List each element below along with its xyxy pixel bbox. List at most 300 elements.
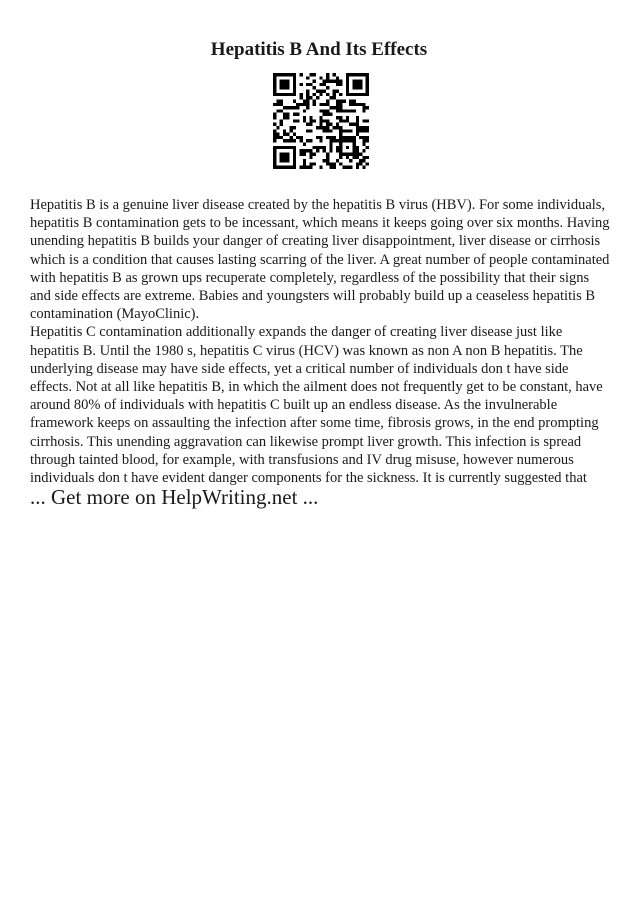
qr-module <box>346 116 349 119</box>
qr-module <box>366 80 369 83</box>
qr-module <box>326 80 329 83</box>
qr-module <box>309 166 312 169</box>
qr-module <box>319 123 322 126</box>
qr-module <box>290 93 293 96</box>
qr-module <box>366 76 369 79</box>
paragraph: Hepatitis B is a genuine liver disease created by the hepatitis B virus (HBV). For some individuals, hepatitis B contamination gets to be incessant, which means it keeps going over six months. Having unending hepatitis B builds your danger of creating liver disappointment, liver disease or cirrhosis which is a condition that causes lasting scarring of the liver. A great number of people contaminated with hepatitis B as grown ups recuperate completely, regardless of the possibility that their signs and side effects are extreme. Babies and youngsters will probably build up a ceaseless hepatitis B contamination (MayoClinic). <box>30 197 610 323</box>
qr-module <box>346 156 349 159</box>
qr-module <box>356 119 359 122</box>
qr-module <box>319 126 322 129</box>
qr-module <box>290 126 293 129</box>
qr-module <box>366 129 369 132</box>
qr-module <box>280 119 283 122</box>
qr-module <box>339 99 342 102</box>
qr-module <box>333 139 336 142</box>
qr-module <box>329 136 332 139</box>
qr-code-icon[interactable] <box>273 73 369 169</box>
qr-module <box>352 136 355 139</box>
qr-module <box>339 149 342 152</box>
qr-module <box>346 129 349 132</box>
qr-module <box>286 73 289 76</box>
qr-module <box>346 76 349 79</box>
qr-module <box>303 103 306 106</box>
qr-module <box>349 93 352 96</box>
qr-module <box>339 129 342 132</box>
qr-module <box>316 149 319 152</box>
qr-module <box>293 166 296 169</box>
qr-module <box>362 73 365 76</box>
qr-module <box>359 103 362 106</box>
qr-module <box>336 149 339 152</box>
qr-module <box>349 123 352 126</box>
qr-module <box>333 126 336 129</box>
qr-module <box>283 113 286 116</box>
qr-module <box>283 133 286 136</box>
qr-module <box>366 119 369 122</box>
qr-module <box>362 149 365 152</box>
qr-module <box>359 129 362 132</box>
qr-module <box>273 93 276 96</box>
qr-module <box>319 76 322 79</box>
qr-module <box>356 162 359 165</box>
qr-module <box>329 162 332 165</box>
qr-module <box>286 152 289 155</box>
qr-module <box>333 96 336 99</box>
qr-module <box>326 93 329 96</box>
qr-module <box>280 159 283 162</box>
qr-module <box>336 103 339 106</box>
qr-module <box>286 133 289 136</box>
qr-module <box>343 109 346 112</box>
qr-module <box>319 103 322 106</box>
qr-module <box>329 113 332 116</box>
qr-module <box>293 162 296 165</box>
qr-module <box>326 136 329 139</box>
qr-module <box>336 139 339 142</box>
qr-module <box>323 83 326 86</box>
qr-module <box>296 136 299 139</box>
qr-module <box>326 99 329 102</box>
qr-module <box>339 139 342 142</box>
qr-module <box>323 149 326 152</box>
qr-module <box>316 126 319 129</box>
qr-module <box>276 146 279 149</box>
qr-module <box>339 109 342 112</box>
qr-module <box>329 139 332 142</box>
qr-module <box>366 126 369 129</box>
qr-module <box>362 156 365 159</box>
qr-module <box>293 90 296 93</box>
qr-module <box>339 152 342 155</box>
get-more-link[interactable]: ... Get more on HelpWriting.net ... <box>30 485 319 509</box>
qr-module <box>283 106 286 109</box>
qr-module <box>339 162 342 165</box>
qr-module <box>280 136 283 139</box>
qr-module <box>286 156 289 159</box>
qr-module <box>366 162 369 165</box>
qr-module <box>339 126 342 129</box>
qr-module <box>333 106 336 109</box>
qr-module <box>333 80 336 83</box>
qr-module <box>296 103 299 106</box>
qr-module <box>339 119 342 122</box>
qr-module <box>356 83 359 86</box>
qr-module <box>366 139 369 142</box>
qr-module <box>293 93 296 96</box>
qr-module <box>293 156 296 159</box>
qr-module <box>290 139 293 142</box>
qr-module <box>273 76 276 79</box>
qr-module <box>290 166 293 169</box>
qr-module <box>319 166 322 169</box>
qr-module <box>273 149 276 152</box>
qr-module <box>319 93 322 96</box>
qr-module <box>352 152 355 155</box>
qr-module <box>359 86 362 89</box>
qr-module <box>362 159 365 162</box>
qr-module <box>276 103 279 106</box>
qr-module <box>293 83 296 86</box>
qr-module <box>309 149 312 152</box>
qr-module <box>276 93 279 96</box>
qr-module <box>276 99 279 102</box>
qr-module <box>362 136 365 139</box>
qr-module <box>323 159 326 162</box>
qr-module <box>299 96 302 99</box>
qr-module <box>329 166 332 169</box>
qr-module <box>273 80 276 83</box>
qr-module <box>319 136 322 139</box>
qr-module <box>349 99 352 102</box>
qr-module <box>362 119 365 122</box>
qr-module <box>336 109 339 112</box>
qr-module <box>273 146 276 149</box>
qr-module <box>276 126 279 129</box>
qr-module <box>352 149 355 152</box>
qr-module <box>339 116 342 119</box>
qr-module <box>293 113 296 116</box>
qr-module <box>346 166 349 169</box>
qr-module <box>333 73 336 76</box>
qr-module <box>313 152 316 155</box>
qr-module <box>299 73 302 76</box>
qr-module <box>333 90 336 93</box>
qr-module <box>293 133 296 136</box>
qr-module <box>299 139 302 142</box>
qr-module <box>349 159 352 162</box>
qr-module <box>319 139 322 142</box>
qr-module <box>323 90 326 93</box>
qr-module <box>329 106 332 109</box>
qr-module <box>339 156 342 159</box>
qr-module <box>276 109 279 112</box>
qr-module <box>283 93 286 96</box>
qr-module <box>293 126 296 129</box>
qr-module <box>273 103 276 106</box>
qr-module <box>309 123 312 126</box>
qr-module <box>343 166 346 169</box>
qr-module <box>280 83 283 86</box>
qr-module <box>319 109 322 112</box>
qr-module <box>366 73 369 76</box>
qr-module <box>283 129 286 132</box>
qr-module <box>339 93 342 96</box>
qr-module <box>323 119 326 122</box>
qr-module <box>273 73 276 76</box>
qr-module <box>362 106 365 109</box>
qr-module <box>323 129 326 132</box>
qr-module <box>283 139 286 142</box>
qr-module <box>336 159 339 162</box>
qr-module <box>346 146 349 149</box>
article-body <box>30 196 610 487</box>
qr-module <box>349 73 352 76</box>
qr-module <box>352 80 355 83</box>
qr-module <box>359 73 362 76</box>
qr-module <box>349 109 352 112</box>
qr-module <box>273 159 276 162</box>
qr-module <box>286 113 289 116</box>
qr-module <box>346 86 349 89</box>
qr-module <box>366 136 369 139</box>
qr-module <box>273 133 276 136</box>
qr-module <box>293 159 296 162</box>
qr-module <box>286 86 289 89</box>
qr-module <box>306 106 309 109</box>
qr-module <box>326 119 329 122</box>
qr-module <box>276 166 279 169</box>
qr-module <box>326 129 329 132</box>
qr-module <box>356 129 359 132</box>
qr-module <box>316 136 319 139</box>
qr-module <box>349 166 352 169</box>
qr-module <box>356 116 359 119</box>
qr-module <box>326 156 329 159</box>
qr-module <box>336 106 339 109</box>
qr-module <box>293 152 296 155</box>
qr-module <box>356 86 359 89</box>
qr-module <box>333 166 336 169</box>
qr-module <box>339 103 342 106</box>
qr-module <box>349 139 352 142</box>
qr-module <box>366 146 369 149</box>
qr-module <box>303 99 306 102</box>
qr-module <box>273 123 276 126</box>
qr-module <box>286 116 289 119</box>
qr-module <box>336 116 339 119</box>
qr-module <box>316 90 319 93</box>
qr-module <box>303 152 306 155</box>
qr-module <box>286 159 289 162</box>
qr-module <box>349 136 352 139</box>
qr-module <box>359 93 362 96</box>
qr-module <box>346 109 349 112</box>
qr-module <box>313 99 316 102</box>
qr-module <box>366 106 369 109</box>
qr-module <box>299 83 302 86</box>
qr-module <box>283 86 286 89</box>
qr-module <box>326 86 329 89</box>
qr-module <box>352 156 355 159</box>
qr-module <box>329 149 332 152</box>
qr-module <box>352 139 355 142</box>
qr-module <box>306 166 309 169</box>
qr-module <box>313 73 316 76</box>
qr-module <box>273 113 276 116</box>
qr-module <box>299 103 302 106</box>
qr-module <box>283 159 286 162</box>
qr-module <box>313 146 316 149</box>
qr-module <box>329 96 332 99</box>
qr-module <box>326 109 329 112</box>
qr-module <box>336 126 339 129</box>
qr-module <box>280 93 283 96</box>
qr-module <box>356 133 359 136</box>
qr-module <box>273 90 276 93</box>
qr-module <box>319 83 322 86</box>
qr-module <box>343 129 346 132</box>
qr-module <box>303 116 306 119</box>
qr-module <box>333 162 336 165</box>
qr-module <box>286 93 289 96</box>
qr-module <box>319 90 322 93</box>
qr-module <box>356 156 359 159</box>
qr-module <box>326 162 329 165</box>
qr-module <box>299 136 302 139</box>
qr-module <box>362 143 365 146</box>
qr-module <box>362 103 365 106</box>
qr-module <box>309 116 312 119</box>
qr-module <box>343 152 346 155</box>
qr-module <box>306 99 309 102</box>
qr-module <box>336 146 339 149</box>
qr-module <box>329 80 332 83</box>
qr-module <box>362 166 365 169</box>
qr-module <box>309 119 312 122</box>
qr-module <box>346 73 349 76</box>
qr-module <box>303 109 306 112</box>
qr-module <box>313 80 316 83</box>
qr-module <box>356 73 359 76</box>
qr-module <box>339 106 342 109</box>
qr-module <box>293 119 296 122</box>
qr-module <box>352 123 355 126</box>
qr-module <box>326 126 329 129</box>
qr-module <box>299 152 302 155</box>
qr-module <box>309 129 312 132</box>
qr-module <box>273 129 276 132</box>
qr-module <box>323 80 326 83</box>
qr-module <box>309 83 312 86</box>
qr-module <box>362 129 365 132</box>
qr-module <box>356 152 359 155</box>
qr-module <box>290 136 293 139</box>
page-title: Hepatitis B And Its Effects <box>210 39 428 60</box>
qr-module <box>273 136 276 139</box>
qr-module <box>293 76 296 79</box>
qr-module <box>336 123 339 126</box>
qr-module <box>323 109 326 112</box>
qr-module <box>359 162 362 165</box>
qr-module <box>346 152 349 155</box>
qr-module <box>336 83 339 86</box>
qr-module <box>352 109 355 112</box>
qr-module <box>359 152 362 155</box>
qr-module <box>283 146 286 149</box>
paragraph: Hepatitis C contamination additionally expands the danger of creating liver disease just like hepatitis B. Until the 1980 s, hepatitis C virus (HCV) was known as non A non B hepatitis. The underlying disease may have side effects, yet a critical number of individuals don t have side effects. Not at all like hepatitis B, in which the ailment does not frequently get to be constant, have around 80% of individuals with hepatitis C built up an endless disease. As the invulnerable framework keeps on assaulting the infection after some time, fibrosis grows, in the end prompting cirrhosis. This unending aggravation can likewise prompt liver growth. This infection is spread through tainted blood, for example, with transfusions and IV drug misuse, however numerous individuals don t have evident danger components for the sickness. It is currently suggested that <box>30 324 603 487</box>
qr-module <box>293 149 296 152</box>
qr-module <box>273 86 276 89</box>
qr-module <box>326 76 329 79</box>
qr-module <box>303 166 306 169</box>
qr-module <box>296 106 299 109</box>
qr-module <box>349 129 352 132</box>
qr-module <box>309 162 312 165</box>
qr-module <box>303 119 306 122</box>
qr-module <box>296 113 299 116</box>
qr-module <box>346 136 349 139</box>
qr-module <box>313 119 316 122</box>
qr-module <box>290 146 293 149</box>
qr-module <box>356 93 359 96</box>
qr-module <box>306 93 309 96</box>
qr-module <box>309 156 312 159</box>
qr-module <box>316 146 319 149</box>
qr-module <box>326 159 329 162</box>
qr-module <box>283 83 286 86</box>
qr-module <box>343 99 346 102</box>
qr-module <box>306 76 309 79</box>
qr-module <box>306 139 309 142</box>
qr-module <box>339 143 342 146</box>
qr-module <box>326 152 329 155</box>
qr-module <box>346 80 349 83</box>
qr-module <box>366 86 369 89</box>
qr-module <box>346 119 349 122</box>
qr-module <box>280 80 283 83</box>
qr-module <box>339 133 342 136</box>
qr-module <box>339 146 342 149</box>
qr-module <box>359 136 362 139</box>
qr-module <box>306 83 309 86</box>
qr-module <box>273 83 276 86</box>
qr-module <box>339 83 342 86</box>
qr-module <box>293 146 296 149</box>
qr-module <box>283 80 286 83</box>
qr-module <box>329 129 332 132</box>
qr-module <box>290 106 293 109</box>
qr-module <box>362 109 365 112</box>
qr-module <box>280 146 283 149</box>
qr-module <box>280 123 283 126</box>
qr-module <box>280 86 283 89</box>
qr-module <box>273 152 276 155</box>
qr-module <box>323 146 326 149</box>
qr-module <box>349 103 352 106</box>
qr-module <box>326 103 329 106</box>
qr-module <box>273 139 276 142</box>
qr-module <box>276 73 279 76</box>
qr-module <box>329 123 332 126</box>
qr-module <box>359 126 362 129</box>
qr-module <box>366 90 369 93</box>
qr-module <box>283 116 286 119</box>
qr-module <box>299 149 302 152</box>
qr-module <box>286 139 289 142</box>
qr-module <box>352 83 355 86</box>
qr-module <box>362 93 365 96</box>
qr-module <box>306 129 309 132</box>
